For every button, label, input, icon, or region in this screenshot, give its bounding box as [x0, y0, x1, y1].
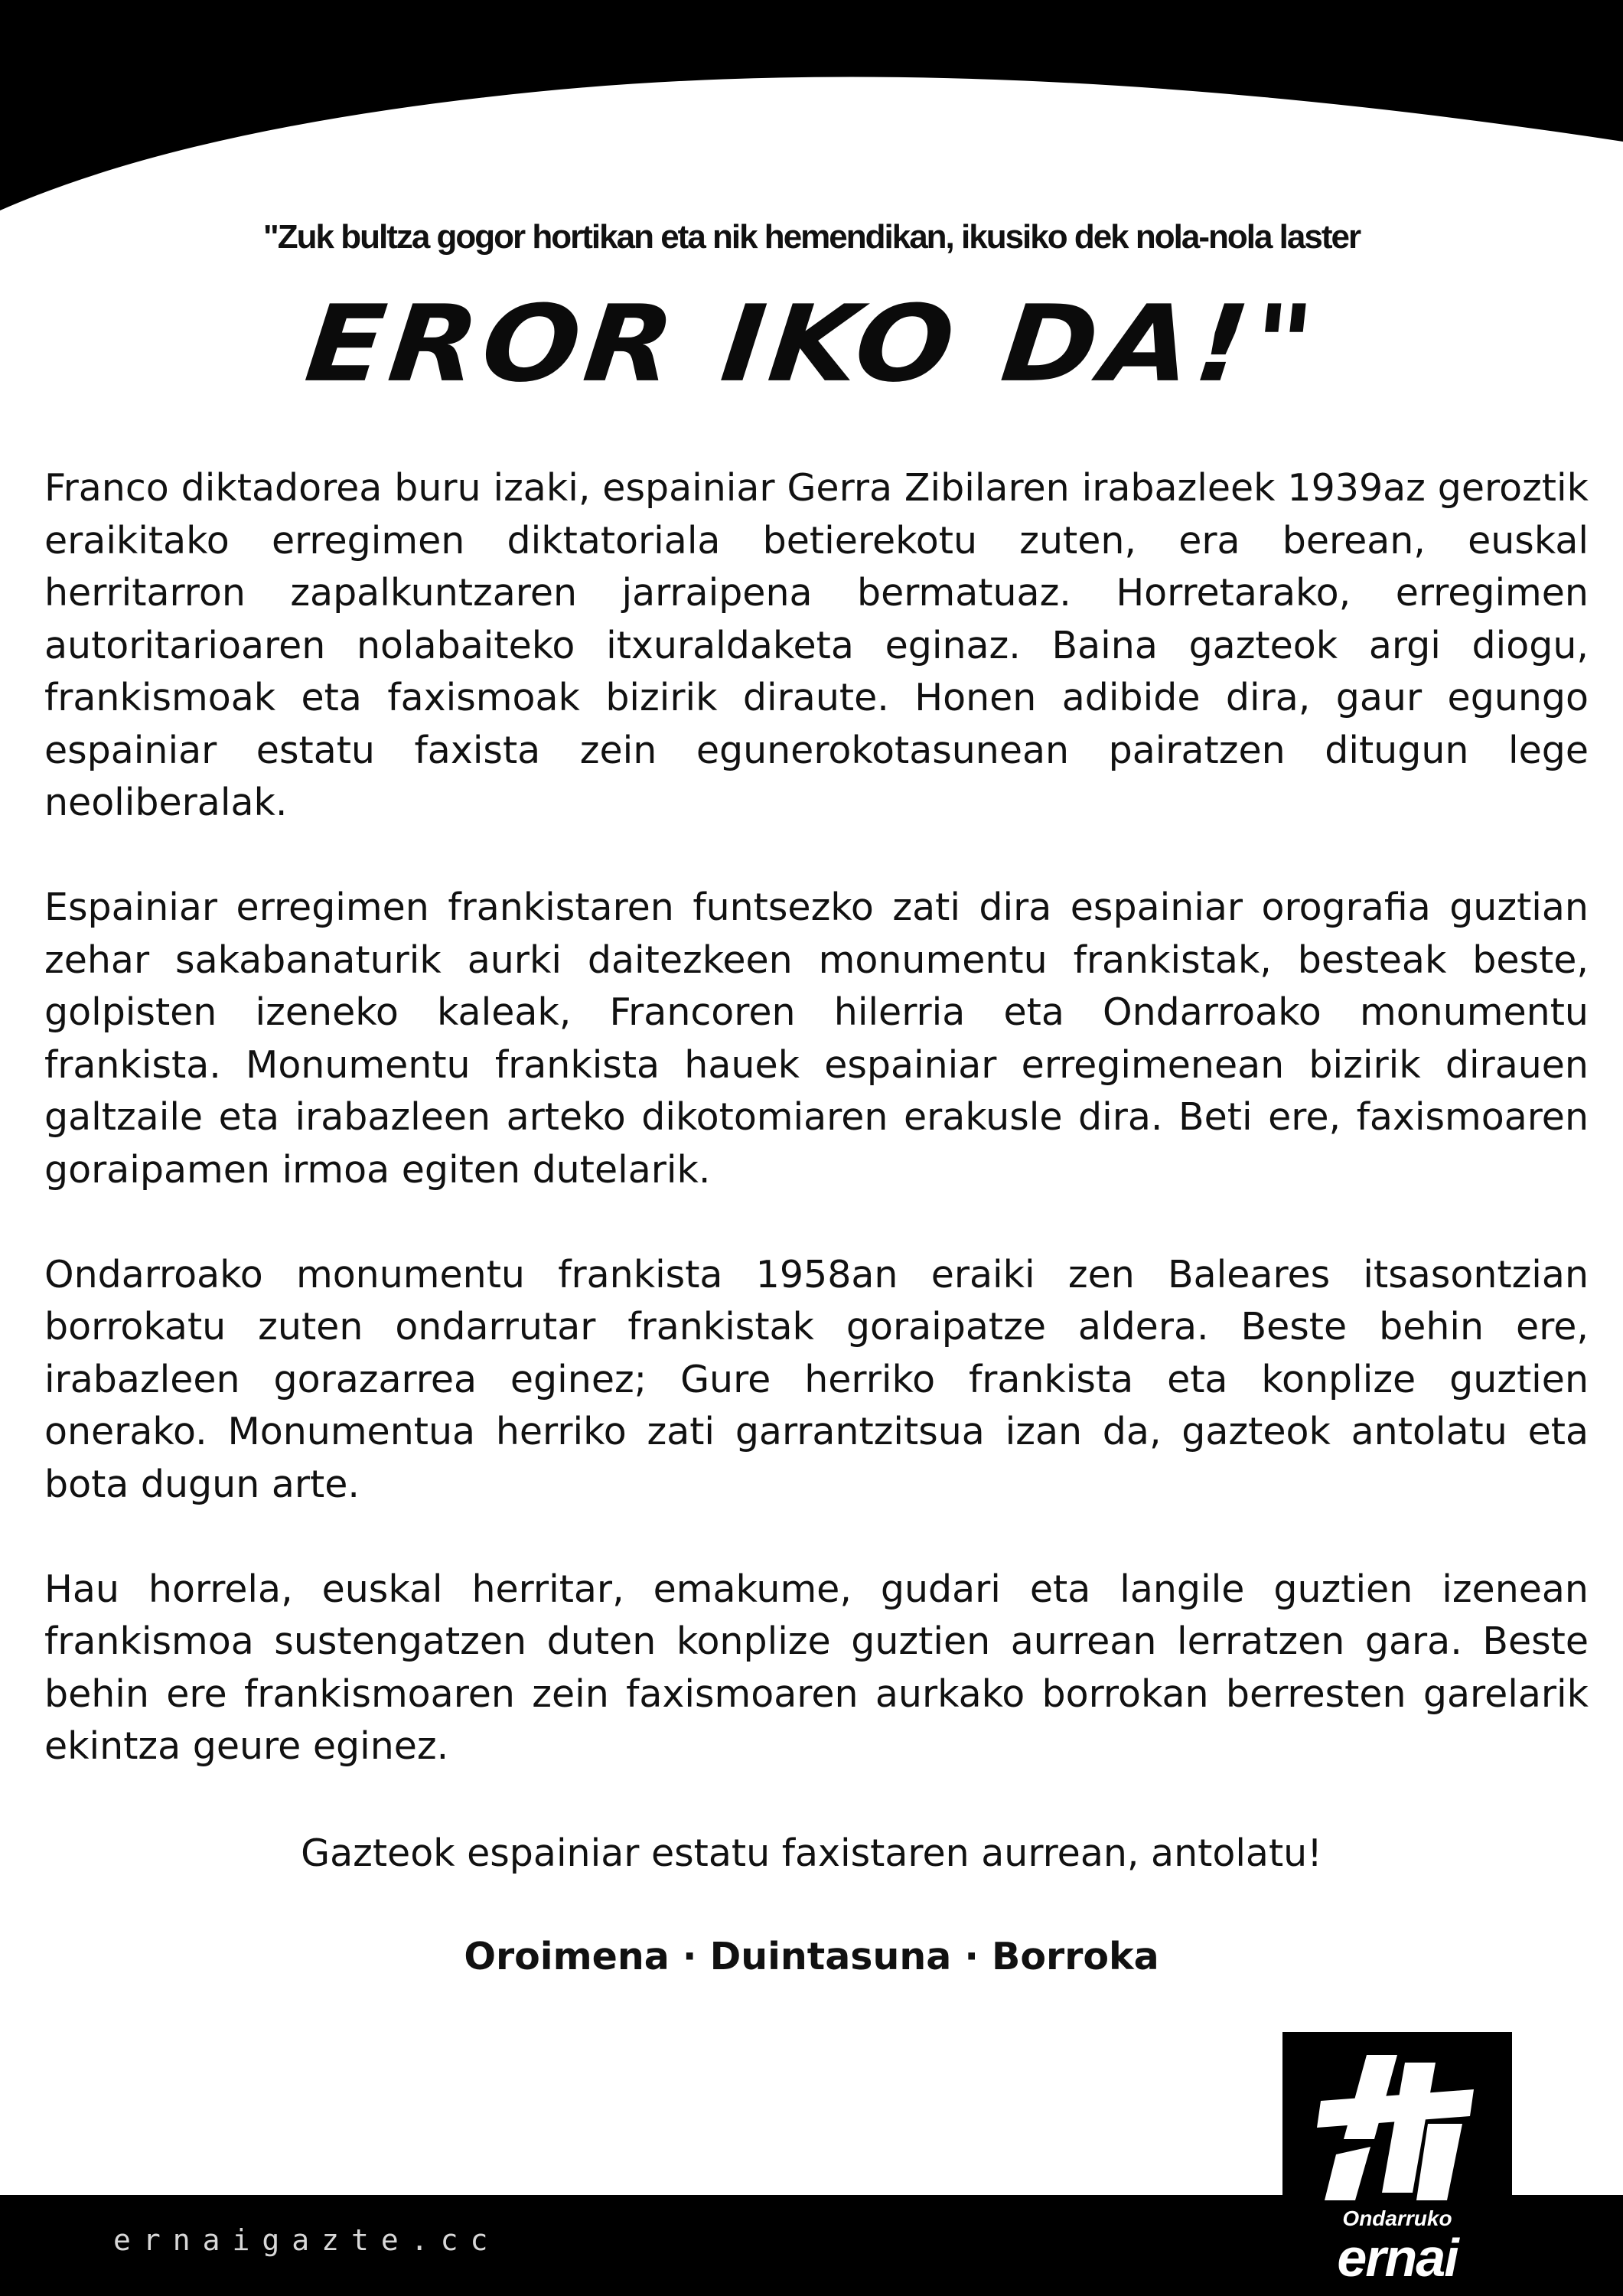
paragraph: Ondarroako monumentu frankista 1958an eraiki zen Baleares itsasontzian borrokatu zuten ondarrutar frankistak goraipatze aldera. Beste behin ere, irabazleen gorazarrea eginez; Gure herriko frankista eta konplize guztien onerako. Monumentua herriko zati garrantzitsua izan da, gazteok antolatu eta bota dugun arte. [44, 1252, 1589, 1506]
headline: EROR IKO DA!" [299, 282, 1324, 406]
paragraph: Franco diktadorea buru izaki, espainiar Gerra Zibilaren irabazleek 1939az geroztik eraikitako erregimen diktatoriala betierekotu zuten, era berean, euskal herritarron zapalkuntzaren jarraipena bermatuaz. Horretarako, erregimen autoritarioaren nolabaiteko itxuraldaketa eginaz. Baina gazteok argi diogu, frankismoak eta faxismoak bizirik diraute. Honen adibide dira, gaur egungo espainiar estatu faxista zein egunerokotasunean pairatzen ditugun lege neoliberalak. [44, 466, 1589, 824]
paragraph: Hau horrela, euskal herritar, emakume, gudari eta langile guztien izenean frankismoa sustengatzen duten konplize guztien aurrean lerratzen gara. Beste behin ere frankismoaren zein faxismoaren aurkako borrokan berresten garelarik ekintza geure eginez. [44, 1567, 1589, 1768]
body-text [44, 462, 1589, 1825]
top-black-band [0, 0, 1623, 230]
paragraph: Espainiar erregimen frankistaren funtsezko zati dira espainiar orografia guztian zehar sakabanaturik aurki daitezkeen monumentu frankistak, besteak beste, golpisten izeneko kaleak, Francoren hilerria eta Ondarroako monumentu frankista. Monumentu frankista hauek espainiar erregimenean bizirik dirauen galtzaile eta irabazleen arteko dikotomiaren erakusle dira. Beti ere, faxismoaren goraipamen irmoa egiten dutelarik. [44, 885, 1589, 1192]
quote-kicker: "Zuk bultza gogor hortikan eta nik hemendikan, ikusiko dek nola-nola laster [262, 218, 1361, 256]
ernai-logo [1282, 2032, 1512, 2296]
header [0, 218, 1623, 406]
logo-big-text: ernai [1337, 2228, 1458, 2288]
motto: Oroimena · Duintasuna · Borroka [464, 1935, 1159, 1978]
logo-small-text: Ondarruko [1342, 2206, 1452, 2230]
ernai-emblem-icon [1313, 2047, 1481, 2208]
closing-line: Gazteok espainiar estatu faxistaren aurrean, antolatu! [301, 1831, 1322, 1875]
footer-url[interactable]: ernaigazte.cc [113, 2223, 500, 2257]
